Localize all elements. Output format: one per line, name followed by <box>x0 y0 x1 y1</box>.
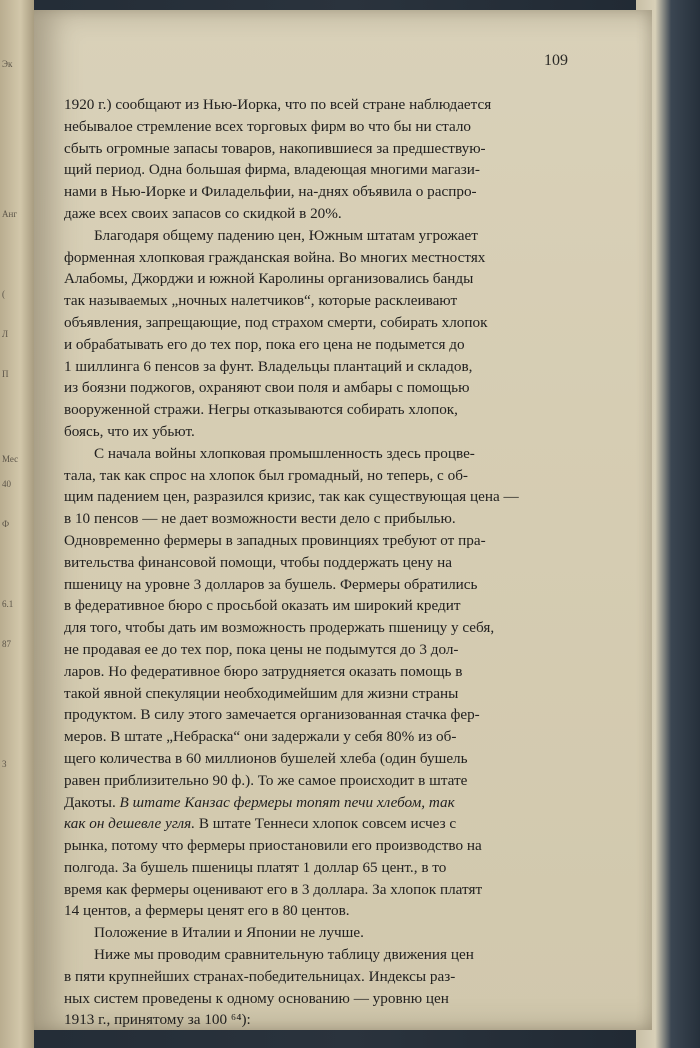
left-page-fragment: Мес <box>2 454 19 464</box>
text-line: Одновременно фермеры в западных провинциях требуют от пра- <box>64 531 486 549</box>
text-line: 1920 г.) сообщают из Нью-Иорка, что по всей стране наблюдается <box>64 96 492 113</box>
text-line: Алабомы, Джорджи и южной Каролины организовались банды <box>64 270 474 288</box>
left-page-fragment: П <box>2 369 9 379</box>
page-number: 109 <box>544 52 568 69</box>
text-line: продуктом. В силу этого замечается организованная стачка фер- <box>64 706 480 724</box>
left-page-fragment: Ф <box>2 519 10 529</box>
left-page-fragment: Л <box>2 329 9 339</box>
text-line: рынка, потому что фермеры приостановили его производство на <box>64 837 482 855</box>
text-line: боясь, что их убьют. <box>64 422 195 440</box>
text-line: объявления, запрещающие, под страхом смерти, собирать хлопок <box>64 313 488 331</box>
text-line: в пяти крупнейших странах-победительницах. Индексы раз- <box>64 967 456 985</box>
left-page-fragment: ( <box>2 289 5 299</box>
text-line: в федеративное бюро с просьбой оказать им широкий кредит <box>64 597 461 615</box>
left-page-fragment: 6.1 <box>2 599 14 609</box>
text-line: так называемых „ночных налетчиков“, которые расклеивают <box>64 292 458 310</box>
text-line: меров. В штате „Небраска“ они задержали у себя 80% из об- <box>64 728 457 746</box>
text-italic: В штате Канзас фермеры топят печи хлебом, так <box>119 793 455 811</box>
text-italic: как он дешевле угля. <box>64 815 196 833</box>
paragraph <box>64 225 609 443</box>
text-line: Положение в Италии и Японии не лучше. <box>94 924 364 942</box>
text-line: время как фермеры оценивают его в 3 доллара. За хлопок платят <box>64 880 483 898</box>
text-normal: В штате Теннеси хлопок совсем исчез с <box>195 815 457 833</box>
text-line: равен приблизительно 90 ф.). То же самое происходит в штате <box>64 771 468 789</box>
left-page-fragment: 40 <box>2 479 11 489</box>
book-page <box>34 10 652 1030</box>
text-line: С начала войны хлопковая промышленность здесь процве- <box>94 444 475 462</box>
text-line: нами в Нью-Иорке и Филадельфии, на-днях объявила о распро- <box>64 183 477 201</box>
text-line: вооруженной стражи. Негры отказываются собирать хлопок, <box>64 401 458 419</box>
text-line: 1 шиллинга 6 пенсов за фунт. Владельцы плантаций и складов, <box>64 357 473 375</box>
text-line: и обрабатывать его до тех пор, пока его цена не подымется до <box>64 335 465 353</box>
text-line: в 10 пенсов — не дает возможности вести дело с прибылью. <box>64 510 456 528</box>
text-line: 1913 г., принятому за 100 ⁶⁴): <box>64 1011 251 1029</box>
text-line: форменная хлопковая гражданская война. Во многих местностях <box>64 248 486 266</box>
text-normal: Дакоты. <box>64 793 120 811</box>
left-page-fragment: Анг <box>2 209 18 219</box>
text-line: пшеницу на уровне 3 долларов за бушель. Фермеры обратились <box>64 575 478 593</box>
left-page-fragment: 87 <box>2 639 11 649</box>
text-line: небывалое стремление всех торговых фирм во что бы ни стало <box>64 117 471 135</box>
page-body <box>64 94 609 1031</box>
text-line: такой явной спекуляции необходимейшим для жизни страны <box>64 684 459 702</box>
paragraph <box>64 94 609 225</box>
text-line: вительства финансовой помощи, чтобы поддержать цену на <box>64 553 452 571</box>
text-line: щим падением цен, разразился кризис, так как существующая цена — <box>64 488 519 506</box>
text-line: щего количества в 60 миллионов бушелей хлеба (один бушель <box>64 749 468 767</box>
text-line: ных систем проведены к одному основанию — уровню цен <box>64 989 449 1007</box>
adjacent-left-page <box>0 0 34 1048</box>
text-line: Ниже мы проводим сравнительную таблицу движения цен <box>94 946 474 964</box>
left-page-fragment: Эк <box>2 59 13 69</box>
text-line: из боязни поджогов, охраняют свои поля и амбары с помощью <box>64 379 470 397</box>
text-line: 14 центов, а фермеры ценят его в 80 центов. <box>64 902 350 920</box>
text-line: сбыть огромные запасы товаров, накопившиеся за предшествую- <box>64 139 486 157</box>
paragraph <box>64 922 609 944</box>
text-line: полгода. За бушель пшеницы платят 1 доллар 65 цент., в то <box>64 858 447 876</box>
text-line: не продавая ее до тех пор, пока цены не подымутся до 3 дол- <box>64 640 459 658</box>
text-line: для того, чтобы дать им возможность продержать пшеницу у себя, <box>64 619 495 637</box>
text-line: тала, так как спрос на хлопок был громадный, но теперь, с об- <box>64 466 468 484</box>
paragraph <box>64 944 609 1031</box>
text-line: Благодаря общему падению цен, Южным штатам угрожает <box>94 226 478 244</box>
text-line <box>64 792 609 814</box>
paragraph <box>64 443 609 923</box>
text-line <box>64 813 609 835</box>
text-line: щий период. Одна большая фирма, владеющая многими магази- <box>64 161 480 179</box>
left-page-fragment: 3 <box>2 759 7 769</box>
text-line: даже всех своих запасов со скидкой в 20%. <box>64 204 342 222</box>
text-line: ларов. Но федеративное бюро затрудняется оказать помощь в <box>64 662 463 680</box>
